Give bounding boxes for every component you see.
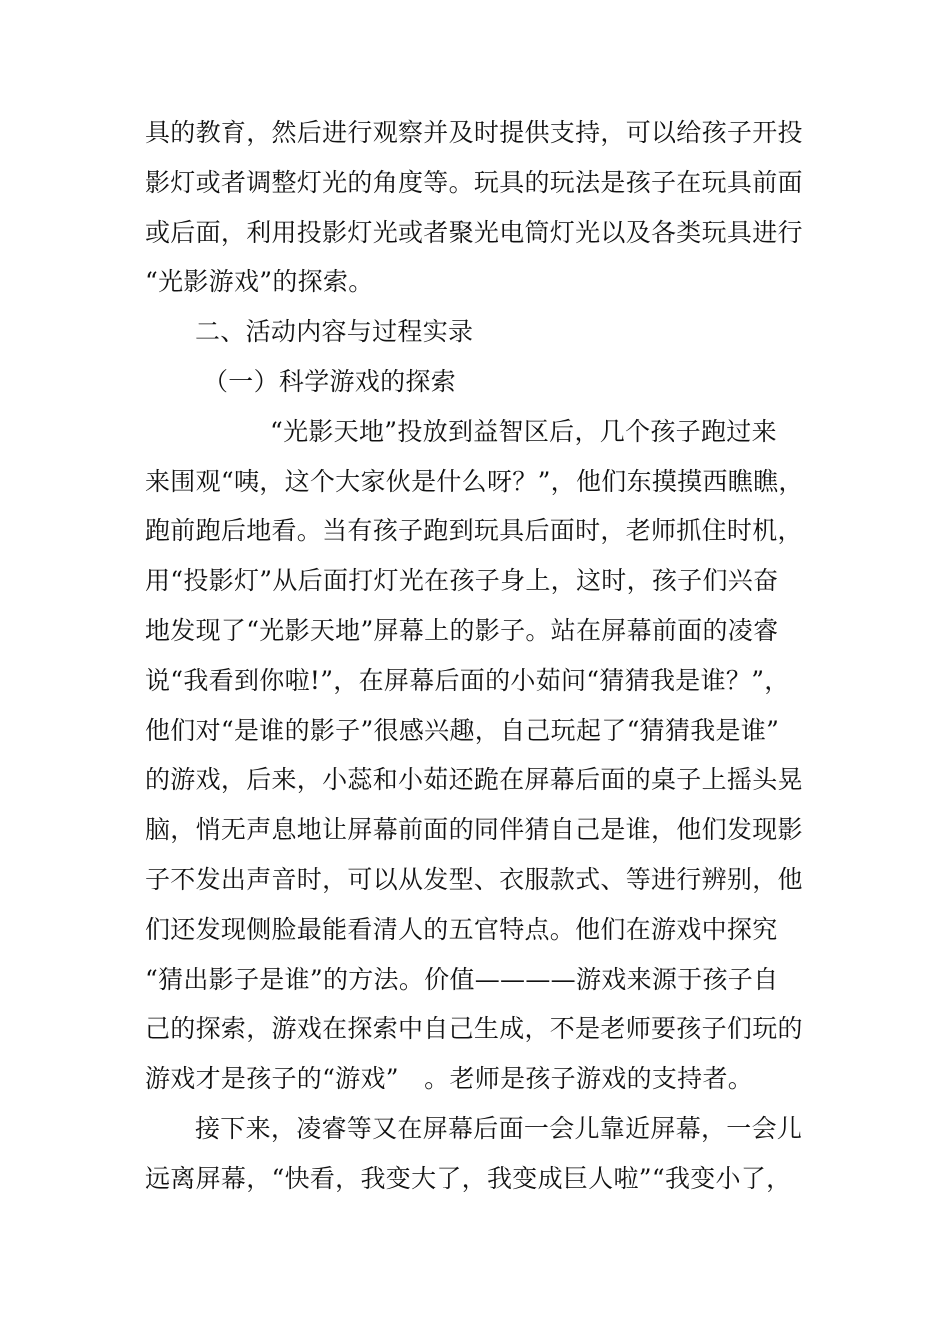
text-line: 们还发现侧脸最能看清人的五官特点。他们在游戏中探究 (145, 914, 778, 944)
text-line: 接下来，凌睿等又在屏幕后面一会儿靠近屏幕，一会儿 (195, 1113, 803, 1143)
text-line: 来围观“咦，这个大家伙是什么呀？”，他们东摸摸西瞧瞧， (145, 466, 804, 496)
text-line: 说“我看到你啦!”，在屏幕后面的小茹问“猜猜我是谁？”， (145, 665, 790, 695)
text-line: 具的教育，然后进行观察并及时提供支持，可以给孩子开投 (145, 118, 803, 147)
section-heading: 二、活动内容与过程实录 (195, 317, 474, 347)
text-line: 的游戏，后来，小蕊和小茹还跪在屏幕后面的桌子上摇头晃 (145, 765, 803, 795)
text-line: 游戏才是孩子的“游戏” 。老师是孩子游戏的支持者。 (145, 1064, 754, 1094)
text-line: 或后面，利用投影灯光或者聚光电筒灯光以及各类玩具进行 (145, 217, 803, 247)
text-line: “光影天地”投放到益智区后，几个孩子跑过来 (270, 416, 777, 446)
text-line: 远离屏幕，“快看，我变大了，我变成巨人啦”“我变小了， (145, 1163, 792, 1193)
text-line: “猜出影子是谁”的方法。价值————游戏来源于孩子自 (145, 964, 779, 994)
text-line: 用“投影灯”从后面打灯光在孩子身上，这时，孩子们兴奋 (145, 566, 779, 596)
body-text (145, 108, 810, 1204)
text-line: 跑前跑后地看。当有孩子跑到玩具后面时，老师抓住时机， (145, 516, 803, 546)
text-line: 影灯或者调整灯光的角度等。玩具的玩法是孩子在玩具前面 (145, 167, 803, 197)
text-line: 脑，悄无声息地让屏幕前面的同伴猜自己是谁，他们发现影 (145, 815, 803, 845)
text-line: “光影游戏”的探索。 (145, 267, 374, 297)
text-line: 己的探索，游戏在探索中自己生成，不是老师要孩子们玩的 (145, 1014, 803, 1044)
subsection-heading: （一）科学游戏的探索 (203, 366, 457, 396)
text-line: 地发现了“光影天地”屏幕上的影子。站在屏幕前面的凌睿 (145, 615, 779, 645)
text-line: 他们对“是谁的影子”很感兴趣，自己玩起了“猜猜我是谁” (145, 715, 780, 745)
text-line: 子不发出声音时，可以从发型、衣服款式、等进行辨别，他 (145, 864, 803, 894)
